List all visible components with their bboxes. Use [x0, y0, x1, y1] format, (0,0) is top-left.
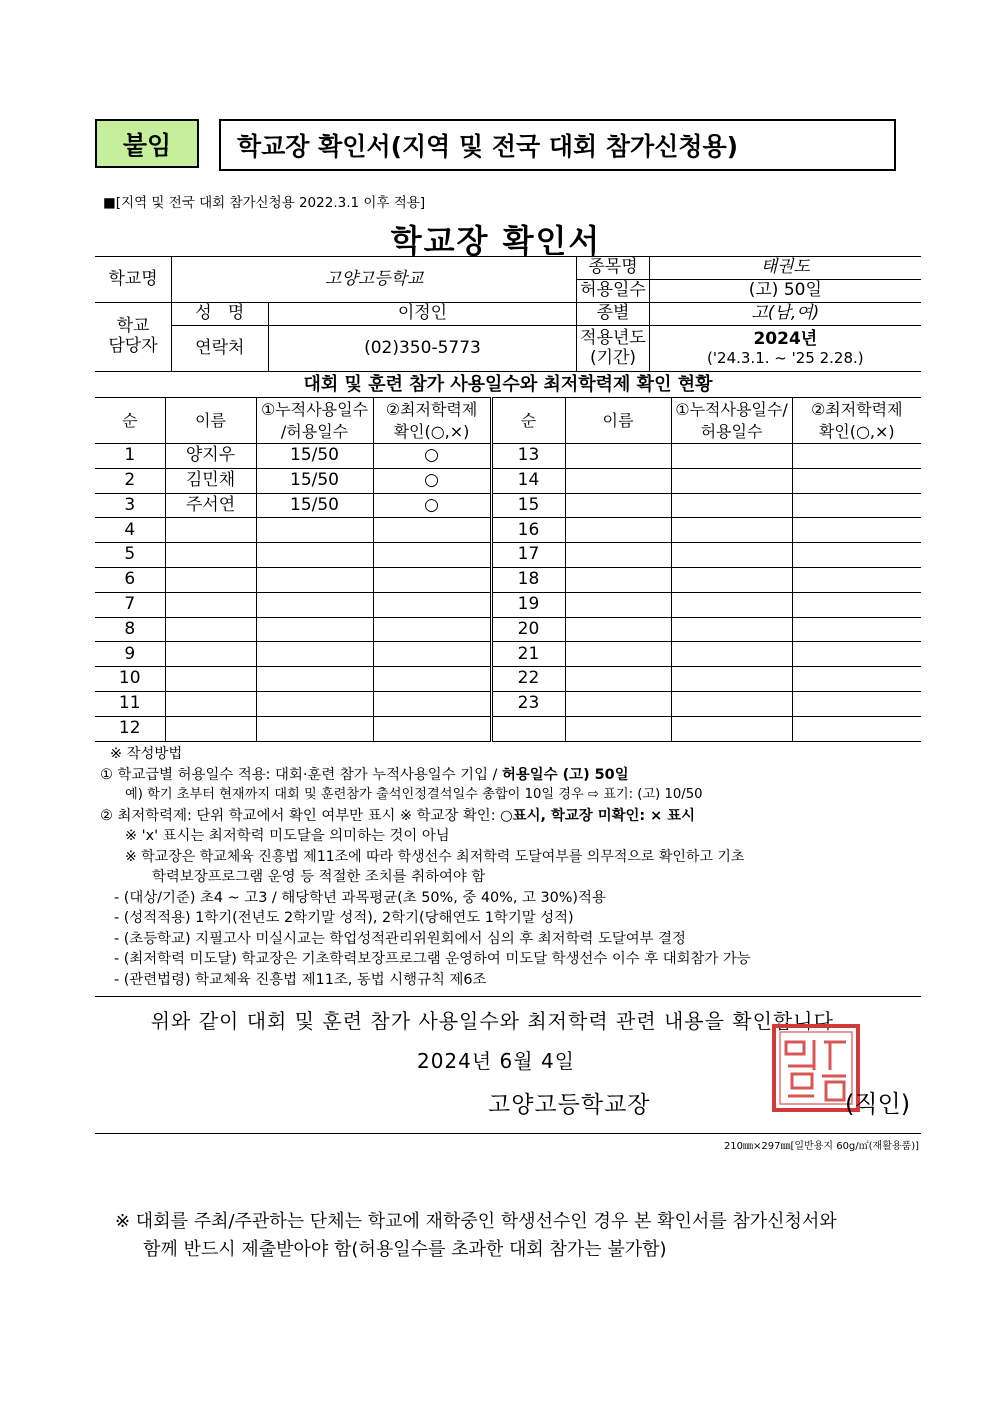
contact-label-line2: 담당자 — [108, 336, 158, 356]
detail-3: - (초등학교) 지필고사 미실시교는 학업성적관리위원회에서 심의 후 최저학력 도달여부 결정 — [114, 930, 686, 947]
student-status-table — [95, 397, 921, 742]
row-no-left: 10 — [95, 667, 165, 692]
row-check-left: ○ — [373, 493, 491, 518]
name-label: 성 명 — [172, 303, 269, 326]
table-row — [95, 642, 921, 667]
row-check-left: ○ — [373, 444, 491, 469]
row-name-left — [165, 592, 256, 617]
phone-label: 연락처 — [172, 326, 269, 372]
row-check-left: ○ — [373, 468, 491, 493]
col-days-right-2: 허용일수 — [700, 421, 763, 441]
type-label: 종별 — [577, 303, 649, 326]
row-no-right: 20 — [491, 617, 565, 642]
col-days-left-1: ①누적사용일수 — [260, 399, 369, 419]
row-name-right — [565, 493, 671, 518]
period-value: ('24.3.1. ~ '25 2.28.) — [707, 348, 864, 367]
row-name-right — [565, 617, 671, 642]
type-value: 고(남,여) — [649, 303, 921, 326]
phone-value: (02)350-5773 — [268, 326, 577, 372]
row-no-left: 12 — [95, 716, 165, 741]
col-days-right-1: ①누적사용일수/ — [675, 399, 788, 419]
document-title: 학교장 확인서 — [390, 222, 602, 260]
row-days-left — [256, 716, 373, 741]
row-days-left: 15/50 — [256, 493, 373, 518]
seal-mark-label: (직인) — [845, 1090, 911, 1118]
row-days-right — [671, 691, 792, 716]
footer-note — [115, 1208, 837, 1264]
row-no-left: 5 — [95, 543, 165, 568]
row-name-right — [565, 592, 671, 617]
row-name-right — [565, 444, 671, 469]
row-no-right: 21 — [491, 642, 565, 667]
row-check-left — [373, 567, 491, 592]
row-no-right: 16 — [491, 518, 565, 543]
year-value-cell — [649, 326, 921, 372]
col-check-left-2: 확인(○,×) — [393, 421, 470, 441]
note-2-duty-cont: 학력보장프로그램 운영 등 적절한 조치를 취하여야 함 — [152, 869, 486, 885]
row-check-left — [373, 592, 491, 617]
row-no-right: 19 — [491, 592, 565, 617]
name-value: 이정인 — [268, 303, 577, 326]
allowed-days-label: 허용일수 — [577, 280, 649, 303]
row-name-right — [565, 567, 671, 592]
row-days-left — [256, 592, 373, 617]
col-days-right — [671, 398, 792, 444]
detail-5: - (관련법령) 학교체육 진흥법 제11조, 동법 시행규칙 제6조 — [114, 971, 487, 988]
row-no-left: 9 — [95, 642, 165, 667]
col-check-left — [373, 398, 491, 444]
row-days-left — [256, 691, 373, 716]
row-days-left: 15/50 — [256, 444, 373, 469]
row-no-right: 13 — [491, 444, 565, 469]
note-1-example: 예) 학기 초부터 현재까지 대회 및 훈련참가 출석인정결석일수 총합이 10일 경우 ⇨ 표기: (고) 10/50 — [125, 787, 703, 802]
detail-1: - (대상/기준) 초4 ~ 고3 / 해당학년 과목평균(초 50%, 중 40%, 고 30%)적용 — [114, 889, 606, 906]
note-1 — [100, 765, 930, 786]
row-days-right — [671, 716, 792, 741]
row-name-left: 양지우 — [165, 444, 256, 469]
form-title-box: 학교장 확인서(지역 및 전국 대회 참가신청용) — [219, 119, 896, 171]
table-row — [95, 493, 921, 518]
school-value: 고양고등학교 — [172, 257, 577, 303]
col-check-right — [792, 398, 921, 444]
row-no-left: 7 — [95, 592, 165, 617]
row-no-right: 15 — [491, 493, 565, 518]
note-1-text: ① 학교급별 허용일수 적용: 대회·훈련 참가 누적사용일수 기입 / — [100, 766, 502, 783]
row-name-left — [165, 617, 256, 642]
row-check-left — [373, 716, 491, 741]
row-name-left — [165, 518, 256, 543]
row-no-left: 4 — [95, 518, 165, 543]
row-days-right — [671, 444, 792, 469]
row-check-right — [792, 543, 921, 568]
year-label-line2: (기간) — [589, 347, 637, 368]
applicability-note: ■[지역 및 전국 대회 참가신청용 2022.3.1 이후 적용] — [103, 195, 426, 211]
table-row — [95, 691, 921, 716]
row-name-left — [165, 716, 256, 741]
table-row — [95, 567, 921, 592]
note-2-text: ② 최저학력제: 단위 학교에서 확인 여부만 표시 ※ 학교장 확인: ○ — [100, 807, 513, 824]
row-check-left — [373, 642, 491, 667]
row-no-left: 1 — [95, 444, 165, 469]
row-days-right — [671, 567, 792, 592]
row-no-right: 22 — [491, 667, 565, 692]
table-row — [95, 592, 921, 617]
row-check-left — [373, 518, 491, 543]
notes-heading: ※ 작성방법 — [110, 746, 183, 762]
table-row — [95, 444, 921, 469]
row-days-right — [671, 592, 792, 617]
row-name-left: 김민채 — [165, 468, 256, 493]
row-no-right — [491, 716, 565, 741]
school-label: 학교명 — [95, 257, 172, 303]
instructions — [100, 744, 930, 990]
row-check-right — [792, 592, 921, 617]
row-name-left — [165, 667, 256, 692]
detail-2: - (성적적용) 1학기(전년도 2학기말 성적), 2학기(당해연도 1학기말 성적) — [114, 910, 574, 926]
row-no-right: 18 — [491, 567, 565, 592]
table-row — [95, 667, 921, 692]
row-name-left — [165, 567, 256, 592]
row-no-left: 6 — [95, 567, 165, 592]
row-check-right — [792, 667, 921, 692]
divider — [95, 996, 921, 997]
row-name-right — [565, 518, 671, 543]
row-check-right — [792, 518, 921, 543]
row-days-right — [671, 667, 792, 692]
row-days-right — [671, 493, 792, 518]
row-days-right — [671, 617, 792, 642]
row-check-left — [373, 691, 491, 716]
row-name-right — [565, 543, 671, 568]
row-check-right — [792, 716, 921, 741]
row-name-right — [565, 716, 671, 741]
col-check-left-1: ②최저학력제 — [385, 399, 478, 419]
row-no-left: 11 — [95, 691, 165, 716]
row-days-left — [256, 543, 373, 568]
attachment-badge: 붙임 — [95, 119, 199, 168]
row-days-right — [671, 518, 792, 543]
event-label: 종목명 — [577, 257, 649, 280]
row-name-left — [165, 691, 256, 716]
table-row — [95, 518, 921, 543]
row-check-left — [373, 543, 491, 568]
row-days-left: 15/50 — [256, 468, 373, 493]
col-name-left: 이름 — [165, 398, 256, 444]
bottom-divider — [95, 1133, 921, 1134]
table-row — [95, 617, 921, 642]
footer-line-2: 함께 반드시 제출받아야 함(허용일수를 초과한 대회 참가는 불가함) — [143, 1239, 667, 1260]
detail-4: - (최저학력 미도달) 학교장은 기초학력보장프로그램 운영하여 미도달 학생선수 이수 후 대회참가 가능 — [114, 951, 751, 967]
col-no-left: 순 — [95, 398, 165, 444]
row-no-left: 2 — [95, 468, 165, 493]
table-row — [95, 716, 921, 741]
row-check-right — [792, 468, 921, 493]
row-days-right — [671, 468, 792, 493]
row-no-right: 14 — [491, 468, 565, 493]
issue-date: 2024년 6월 4일 — [416, 1049, 576, 1073]
event-value: 태권도 — [649, 257, 921, 280]
row-days-left — [256, 617, 373, 642]
col-check-right-2: 확인(○,×) — [818, 421, 895, 441]
school-info-table — [95, 256, 921, 372]
year-label-line1: 적용년도 — [580, 327, 646, 348]
row-days-left — [256, 518, 373, 543]
row-no-right: 23 — [491, 691, 565, 716]
row-name-right — [565, 667, 671, 692]
row-check-right — [792, 617, 921, 642]
footer-line-1: ※ 대회를 주최/주관하는 단체는 학교에 재학중인 학생선수인 경우 본 확인서를 참가신청서와 — [115, 1211, 837, 1232]
table-row — [95, 543, 921, 568]
row-name-left — [165, 642, 256, 667]
year-value: 2024년 — [753, 329, 818, 350]
paper-spec: 210㎜×297㎜[일반용지 60g/㎡(재활용품)] — [723, 1141, 919, 1152]
row-name-left: 주서연 — [165, 493, 256, 518]
col-name-right: 이름 — [565, 398, 671, 444]
row-check-right — [792, 567, 921, 592]
row-no-left: 8 — [95, 617, 165, 642]
col-days-left-2: /허용일수 — [280, 421, 349, 441]
note-2-duty: ※ 학교장은 학교체육 진흥법 제11조에 따라 학생선수 최저학력 도달여부를 의무적으로 확인하고 기초 — [125, 848, 745, 865]
row-check-right — [792, 642, 921, 667]
note-1-bold: 허용일수 (고) 50일 — [501, 766, 629, 783]
row-name-right — [565, 642, 671, 667]
row-check-right — [792, 493, 921, 518]
col-check-right-1: ②최저학력제 — [810, 399, 903, 419]
note-2-bold: 표시, 학교장 미확인: × 표시 — [512, 807, 696, 824]
row-name-left — [165, 543, 256, 568]
note-2 — [100, 806, 930, 827]
note-2-caution: ※ 'x' 표시는 최저학력 미도달을 의미하는 것이 아님 — [125, 828, 450, 844]
col-days-left — [256, 398, 373, 444]
row-check-left — [373, 667, 491, 692]
row-days-right — [671, 543, 792, 568]
row-no-left: 3 — [95, 493, 165, 518]
row-days-left — [256, 667, 373, 692]
allowed-days-value: (고) 50일 — [649, 280, 921, 303]
status-title: 대회 및 훈련 참가 사용일수와 최저학력제 확인 현황 — [95, 371, 921, 398]
declaration: 위와 같이 대회 및 훈련 참가 사용일수와 최저학력 관련 내용을 확인합니다. — [150, 1009, 842, 1033]
row-check-right — [792, 691, 921, 716]
row-days-right — [671, 642, 792, 667]
principal-name: 고양고등학교장 — [488, 1092, 651, 1118]
table-row — [95, 468, 921, 493]
row-check-left — [373, 617, 491, 642]
row-name-right — [565, 468, 671, 493]
row-name-right — [565, 691, 671, 716]
contact-label — [95, 303, 172, 372]
col-no-right: 순 — [491, 398, 565, 444]
row-no-right: 17 — [491, 543, 565, 568]
year-label — [577, 326, 649, 372]
row-days-left — [256, 567, 373, 592]
row-check-right — [792, 444, 921, 469]
row-days-left — [256, 642, 373, 667]
contact-label-line1: 학교 — [116, 316, 150, 337]
